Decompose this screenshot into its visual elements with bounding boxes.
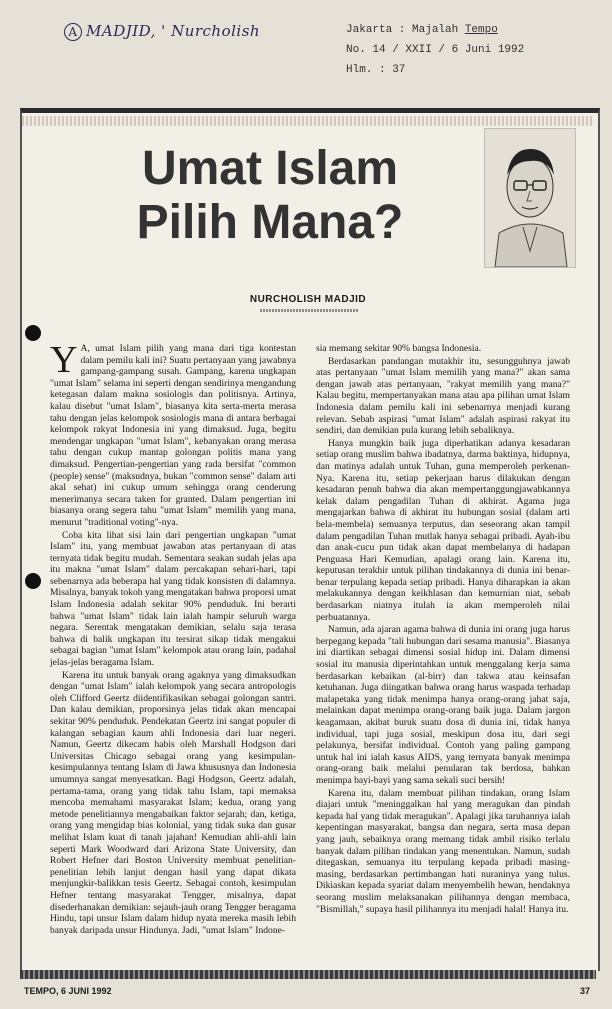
paragraph: Karena itu untuk banyak orang agaknya yang dimaksudkan dengan "umat Islam" ialah kelompok yang secara antropologis oleh Clifford Geertz diidentifikasikan sebagai golongan santri. Dan kalau demikian, proporsinya jelas tidak akan mencapai sekitar 90% penduduk. Pendekatan Geertz ini sangat populer di kalangan sebagian kaum ahli Indonesia dari luar negeri. Namun, Geertz dikecam habis oleh Marshall Hodgson dari Universitas Chicago sebagai orang yang kesimpulan-kesimpulannya tentang Islam di Jawa khususnya dan Indonesia umumnya sangat menyesatkan. Bagi Hodgson, Geertz adalah, pertama-tama, orang yang tidak tahu Islam, tapi memaksa mencoba memahami masyarakat Islam; kedua, orang yang metode penelitiannya mengabaikan faktor sejarah; dan, ketiga, orang yang mengidap bias kolonial, yang tidak suka dan gusar melihat Islam kuat di tanah jajahan! Kemudian ahli-ahli lain seperti Mark Woodward dari Arizona State University, dan Robert Hefner dari Boston University membuat penelitian-penelitian lebih lanjut dengan hasil yang dapat dikata menjungkir-balikkan tesis Geertz. Sebagai contoh, kesimpulan Hefner tentang masyarakat Tengger, misalnya, dapat disederhanakan demikian: sejauh-jauh orang Tengger beragama Hindu, tapi unsur Islam dalam hidup nyata mereka masih lebih banyak daripada unsur Hindunya. Jadi, "umat Islam" Indone-	[50, 669, 296, 936]
stamp-source-label: Jakarta : Majalah	[346, 24, 459, 36]
column-left	[50, 339, 296, 936]
footer-page-number: 37	[579, 986, 590, 996]
decorative-strip	[22, 116, 594, 126]
column-right	[316, 343, 570, 915]
stamp-source-value: Tempo	[464, 24, 498, 36]
paragraph: Y A, umat Islam pilih yang mana dari tiga kontestan dalam pemilu kali ini? Suatu pertanyaan yang jawabnya gampang-gampang susah. Gampang, karena ungkapan "umat Islam" selama ini seperti dengan sendirinya mengandung ketegasan dalam makna sosiologis dan politisnya. Artinya, kalau disebut "umat Islam", biasanya kita serta-merta merasa tahu dengan jelas kelompok sosiologis mana di antara berbagai kelompok rakyat Indonesia ini yang dimaksud. Juga, begitu mendengar ungkapan "umat Islam", kebanyakan orang merasa tahu dengan cukup mantap golongan politis mana yang dimaksud. Pengertian-pengertian yang rada bersifat "common (people) sense" (maksudnya, bukan "common sense" dalam arti akal sehat) ini cukup umum sehingga orang cenderung menerimanya secara taken for granted. Dalam pengertian ini biasanya orang segera tahu "umat Islam" memilih yang mana, menurut "traditional voting"-nya.	[50, 339, 296, 528]
circled-letter: A	[64, 23, 82, 41]
stamp-issue: No. 14 / XXII / 6 Juni 1992	[346, 44, 525, 56]
paragraph: Coba kita lihat sisi lain dari pengertian ungkapan "umat Islam" itu, yang membuat jawaban atas pertanyaan di atas ternyata tidak begitu mudah. Sementara seakan sudah jelas apa itu makna "umat Islam" dalam percakapan sehari-hari, tapi sebenarnya ada beberapa hal yang tidak konsisten di dalamnya. Misalnya, banyak tokoh yang mengatakan bahwa proporsi umat Islam Indonesia adalah sekitar 90% penduduk. Ini berarti bahwa "umat Islam" tidak lain ialah hampir seluruh warga negara. Serentak mengatakan demikian, selalu saja terasa bahwa di balik ungkapan itu tersirat sikap tidak mengakui sebagai bagian "umat Islam" kelompok atau orang lain, padahal jelas-jelas beragama Islam.	[50, 529, 296, 669]
paragraph: Karena itu, dalam membuat pilihan tindakan, orang Islam diajari untuk "meninggalkan hal yang meragukan dan pindah kepada hal yang tidak meragukan". Apalagi jika taruhannya ialah kepentingan masyarakat, bangsa dan negara, serta masa depan yang jauh, sebaiknya orang memang tidak ambil risiko terlalu banyak dalam pilihan tindakan yang menentukan. Namun, sudah ditegaskan, semuanya itu terpulang kepada pribadi masing-masing, berdasarkan pertimbangan hati nuraninya yang tulus. Dikiaskan kepada syariat dalam menyembelih hewan, hendaknya seorang muslim melaksanakan pilihannya dengan membaca, "Bismillah," supaya hasil pilihannya itu menjadi halal! Hanya itu.	[316, 787, 570, 915]
stamp-page: Hlm. : 37	[346, 64, 406, 76]
drop-cap: Y	[50, 339, 78, 381]
paragraph: Hanya mungkin baik juga diperhatikan adanya kesadaran setiap orang muslim bahwa ibadatnya, darma baktinya, hidupnya, dan matinya adalah untuk Tuhan, guna memperoleh perkenan-Nya. Karena itu, setiap pekerjaan harus dilakukan dengan kesadaran penuh bahwa dia akan mempertanggungjawabkannya kelak dalam pengadilan Tuhan di akhirat. Agama juga mengajarkan bahwa di akhirat itu hubungan sosial (dalam arti bela-membela) semuanya terputus, dan seseorang akan tampil dalam pengadilan Tuhan mutlak hanya sebagai pribadi. Ayah-ibu dan anak-cucu pun tidak akan dapat membelanya di hadapan Penguasa Hari Kemudian, apalagi orang lain. Karena itu, keputusan terakhir untuk pilihan tindakannya di dunia ini benar-benar terpulang kepada setiap pribadi. Hanya diharapkan ia akan melakukannya dengan keikhlasan dan kemurnian niat, sebab berdasarkan niatnya itulah ia akan memperoleh nilai perbuatannya.	[316, 437, 570, 623]
author-byline: NURCHOLISH MADJID	[249, 294, 367, 305]
annotation-text: MADJID, ' Nurcholish	[86, 22, 261, 40]
article-title	[80, 142, 460, 250]
bottom-rule	[20, 970, 596, 979]
author-photo	[484, 128, 576, 268]
title-line-2: Pilih Mana?	[136, 196, 404, 249]
byline-rule	[260, 309, 358, 312]
punch-hole-top	[25, 325, 41, 341]
paragraph: sia memang sekitar 90% bangsa Indonesia.	[316, 343, 482, 354]
paragraph: Namun, ada ajaran agama bahwa di dunia ini orang juga harus berpegang kepada "tali hubungan dari sesama manusia". Biasanya ini diartikan sebagai dimensi sosial hidup ini. Dalam dimensi sosial itu manusia diperintahkan untuk menggalang kerja sama berdasarkan kebaikan (al-birr) dan takwa atau keinsafan ketuhanan. Juga diingatkan bahwa orang harus waspada terhadap malapetaka yang tidak menimpa hanya orang-orang jahat saja, melainkan dapat menimpa orang-orang baik juga. Dalam jargon keagamaan, akibat buruk suatu dosa di dunia ini, tidak hanya individual, tapi juga sosial, meskipun dosa itu, dari segi pelakunya, bersifat individual. Contoh yang paling gampang untuk hal ini ialah kasus AIDS, yang ternyata banyak menimpa orang-orang baik melalui penularan tak berdosa, bahkan menimpa bayi-bayi yang sama sekali suci bersih!	[316, 624, 570, 786]
handwritten-annotation	[64, 22, 260, 41]
footer-issue: TEMPO, 6 JUNI 1992	[24, 986, 112, 996]
title-line-1: Umat Islam	[141, 142, 399, 195]
archive-stamp	[346, 20, 524, 80]
paragraph: Berdasarkan pandangan mutakhir itu, sesungguhnya jawab atas pertanyaan "umat Islam memilih yang mana?" akan sama dengan jawab atas pertanyaan, "rakyat memilih yang mana?" Kalau begitu, mempertanyakan mana atau apa pilihan umat Islam Indonesia dalam pemilu kali ini sebenarnya menjadi kurang relevan. Sebab aspirasi "umat Islam" adalah aspirasi rakyat itu sendiri, dan demikian pula kurang lebih sebaliknya.	[316, 355, 570, 437]
author-photo-image	[485, 129, 575, 267]
punch-hole-middle	[25, 573, 41, 589]
